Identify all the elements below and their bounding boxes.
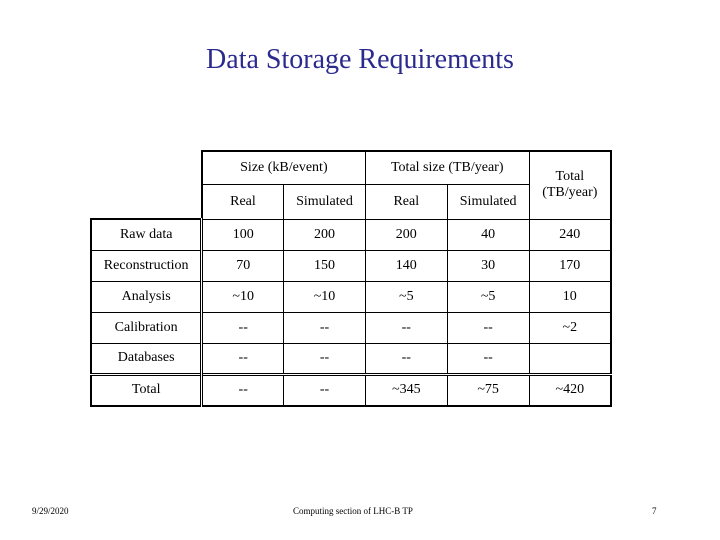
row-label: Reconstruction xyxy=(91,250,202,281)
table-row-total xyxy=(91,374,611,406)
table-cell: -- xyxy=(447,312,529,343)
table-cell: -- xyxy=(202,343,284,374)
table-cell: -- xyxy=(284,374,366,406)
page-number: 7 xyxy=(652,506,657,516)
table-cell: ~10 xyxy=(202,281,284,312)
table-cell: 100 xyxy=(202,219,284,250)
table-row xyxy=(91,281,611,312)
table-cell: 170 xyxy=(529,250,611,281)
header-total-tb-year: Total (TB/year) xyxy=(529,151,611,219)
header-total-size-tb-year: Total size (TB/year) xyxy=(365,151,529,184)
storage-requirements-table xyxy=(90,150,612,412)
subheader-total-real: Real xyxy=(365,184,447,219)
table-cell: -- xyxy=(365,312,447,343)
table-row xyxy=(91,219,611,250)
table-cell: 200 xyxy=(365,219,447,250)
data-rows xyxy=(91,219,611,374)
table-cell xyxy=(529,343,611,374)
table-cell: ~2 xyxy=(529,312,611,343)
slide-title: Data Storage Requirements xyxy=(206,44,514,75)
row-label: Calibration xyxy=(91,312,202,343)
table-row xyxy=(91,343,611,374)
table-cell: ~420 xyxy=(529,374,611,406)
table-row xyxy=(91,312,611,343)
table-cell: -- xyxy=(202,312,284,343)
table-cell: ~75 xyxy=(447,374,529,406)
table-cell: 70 xyxy=(202,250,284,281)
row-label: Analysis xyxy=(91,281,202,312)
row-label: Total xyxy=(91,374,202,406)
table-cell: 10 xyxy=(529,281,611,312)
table-cell: ~5 xyxy=(365,281,447,312)
table-cell: ~5 xyxy=(447,281,529,312)
row-label: Raw data xyxy=(91,219,202,250)
row-label: Databases xyxy=(91,343,202,374)
header-size-kb-event: Size (kB/event) xyxy=(202,151,366,184)
table-cell: -- xyxy=(447,343,529,374)
table-cell: 40 xyxy=(447,219,529,250)
subheader-total-simulated: Simulated xyxy=(447,184,529,219)
subheader-size-real: Real xyxy=(202,184,284,219)
table-cell: ~345 xyxy=(365,374,447,406)
table-cell: 240 xyxy=(529,219,611,250)
footer-date: 9/29/2020 xyxy=(32,506,69,516)
table-row xyxy=(91,250,611,281)
table-cell: -- xyxy=(365,343,447,374)
table-cell: 200 xyxy=(284,219,366,250)
table-cell: ~10 xyxy=(284,281,366,312)
table-cell: 30 xyxy=(447,250,529,281)
footer-caption: Computing section of LHC-B TP xyxy=(293,506,413,516)
table-cell: -- xyxy=(284,343,366,374)
table-cell: -- xyxy=(202,374,284,406)
subheader-size-simulated: Simulated xyxy=(284,184,366,219)
table-cell: 140 xyxy=(365,250,447,281)
table-cell: 150 xyxy=(284,250,366,281)
table-cell: -- xyxy=(284,312,366,343)
